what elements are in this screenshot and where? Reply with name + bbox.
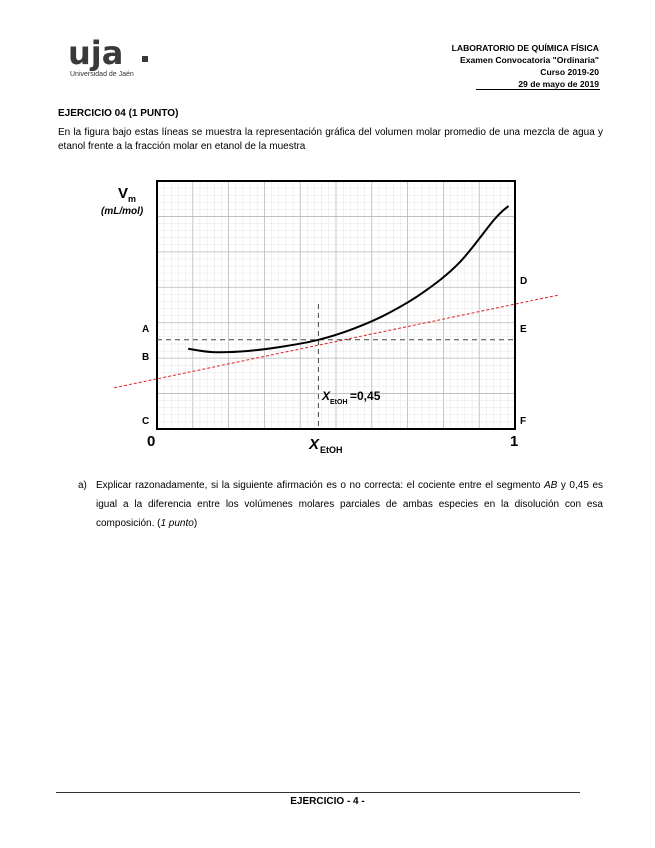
label-A: A	[142, 324, 150, 335]
question-text-1: Explicar razonadamente, si la siguiente afirmación es o no correcta: el cociente entre el segmento	[96, 480, 544, 491]
header-line-date: 29 de mayo de 2019	[518, 79, 599, 89]
header-line-lab: LABORATORIO DE QUÍMICA FÍSICA	[451, 43, 599, 53]
y-axis-units: (mL/mol)	[101, 206, 144, 217]
question-text-2: y 0,45 es igual a la diferencia entre los volúmenes molares parciales de ambas especies en la disolución con esa composición. (	[96, 480, 604, 529]
annotation-sub: EtOH	[330, 399, 348, 406]
header-line-course: Curso 2019-20	[540, 67, 599, 77]
chart-grid	[157, 181, 515, 429]
x-tick-0: 0	[147, 433, 156, 450]
y-axis-label-sub: m	[128, 194, 137, 204]
x-axis-label-sub: EtOH	[320, 445, 343, 455]
x-tick-1: 1	[510, 433, 519, 450]
question-letter: a)	[78, 480, 87, 491]
label-E: E	[520, 324, 527, 335]
label-F: F	[520, 416, 527, 427]
header-line-exam: Examen Convocatoria "Ordinaria"	[459, 55, 599, 65]
exercise-intro: En la figura bajo estas líneas se muestra la representación gráfica del volumen molar promedio de una mezcla de agua y etanol frente a la fracción molar en etanol de la muestra	[58, 127, 603, 152]
label-C: C	[142, 416, 150, 427]
logo-subtitle: Universidad de Jaén	[70, 71, 134, 78]
footer-divider	[56, 792, 580, 793]
segment-ab: AB	[543, 480, 558, 491]
logo-wordmark: uja	[68, 34, 124, 72]
question-text	[96, 476, 603, 533]
molar-volume-curve	[188, 206, 508, 352]
label-D: D	[520, 276, 528, 287]
x-axis-label-main: X	[309, 436, 320, 453]
label-B: B	[142, 352, 150, 363]
y-axis-label-main: V	[118, 185, 129, 202]
question-points: 1 punto	[160, 518, 194, 529]
annotation-main: X	[322, 389, 331, 403]
exercise-title: EJERCICIO 04 (1 PUNTO)	[58, 108, 179, 119]
page-footer: EJERCICIO - 4 -	[290, 796, 365, 807]
question-text-3: )	[193, 518, 198, 529]
annotation-value: =0,45	[350, 389, 381, 403]
